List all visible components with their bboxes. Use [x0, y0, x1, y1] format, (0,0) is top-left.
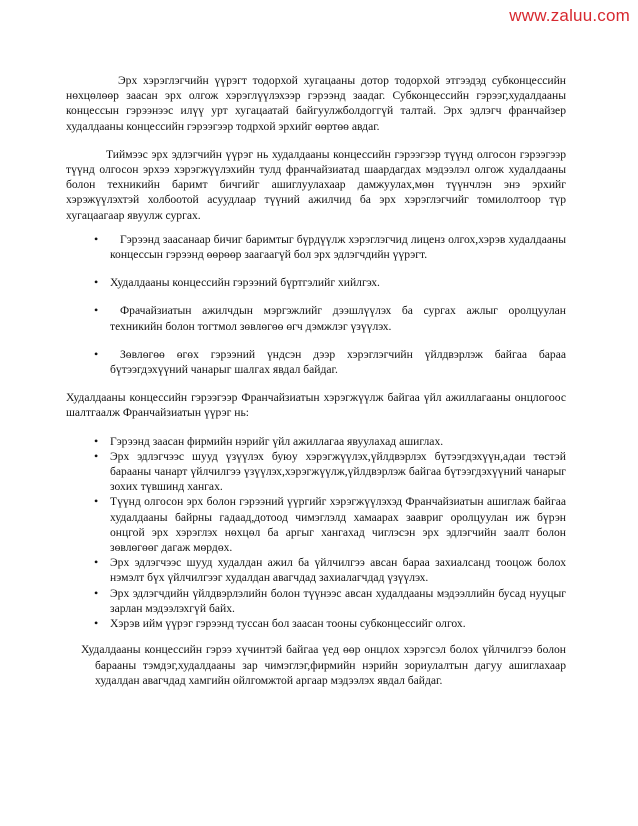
paragraph-2: Тиймээс эрх эдлэгчийн үүрэг нь худалдааны концессийн гэрээгээр түүнд олгосон гэрээгээр түүнд олгосон эрхээ хэрэгжүүлэхийн тулд франчайзиатад шаардагдах мэдээлэл олгож худалдааны болон техникийн баримт бичгийг ашиглуулахаар дамжуулах,мөн түүнчлэн энэ эрхийг хэрэжүүлэхтэй холбоотой асуудлаар түүний ажилчид ба эрх хэрэглэгчийг томилолтоор түр хугацаагаар явуулж сургах.: [66, 147, 566, 222]
list-item: • Эрх эдлэгчээс шууд худалдан ажил ба үйлчилгээ авсан бараа захиалсанд тооцож болох нэмэлт бүх үйлчилгээг худалдан авагчдад захиалагчдад үзүүлэх.: [66, 555, 566, 585]
paragraph-4: Худалдааны концессийн гэрээ хүчинтэй байгаа үед өөр онцлох хэрэгсэл болох үйлчилгээ болон барааны тэмдэг,худалдааны зар чимэглэг,фирмийн нэрийн зориулалтын дагуу ашиглахаар худалдан авагчдад хамгийн ойлгомжтой аргаар мэдээлэх явдал байдаг.: [81, 643, 566, 687]
list-item: [66, 303, 566, 333]
list-item: • Түүнд олгосон эрх болон гэрээний үүргийг хэрэгжүүлэхэд Франчайзиатын ашиглаж байгаа худалдааны байрны гадаад,дотоод чимэглэлд хамаарах заавриг оролцуулан иж бүрэн онцгой эрх хэрэглэх нөхцөл ба аргыг хангахад чиглэсэн эрх эдлэгчийн заалт болон зөвлөгөөг дагаж мөрдөх.: [66, 494, 566, 555]
list-item-text: • Зөвлөгөө өгөх гэрээний үндсэн дээр хэрэглэгчийн үйлдвэрлэж байгаа бараа бүтээгдэхүүний чанарыг шалгах явдал байдаг.: [110, 347, 566, 377]
watermark-link[interactable]: www.zaluu.com: [509, 6, 630, 25]
bullet-list-2: [66, 434, 566, 632]
list-item: [66, 232, 566, 262]
paragraph-3: Худалдааны концессийн гэрээгээр Франчайзиатын хэрэгжүүлж байгаа үйл ажиллагааны онцлогоос шалтгаалж Франчайзиатын үүрэг нь:: [66, 391, 566, 420]
list-item: • Хэрэв ийм үүрэг гэрээнд туссан бол заасан тооны субконцессийг олгох.: [66, 616, 566, 631]
list-item: • Эрх эдлэгчдийн үйлдвэрлэлийн болон түүнээс авсан худалдааны мэдээллийн бусад нууцыг зарлан мэдээлэхгүй байх.: [66, 586, 566, 616]
paragraph-1: Эрх хэрэглэгчийн үүрэгт тодорхой хугацааны дотор тодорхой этгээдэд субконцессийн нөхцөлөөр заасан эрх олгож хэрэглүүлэхээр гэрээнд заадаг. Субконцессийн гэрээг,худалдааны концессын гэрээнээс илүү урт хугацаатай байгуулжболдоггүй талтай. Эрх эдлэгч франчайзер худалдааны концессийн гэрээгээр тодрхой эрхийг өөртөө авдаг.: [66, 74, 566, 133]
document-body: [66, 73, 566, 688]
list-item: [66, 275, 566, 290]
list-item-text: • Худалдааны концессийн гэрээний бүртгэлийг хийлгэх.: [110, 276, 380, 290]
list-item-text: • Гэрээнд заасанаар бичиг баримтыг бүрдүүлж хэрэглэгчид лиценз олгох,хэрэв худалдааны концессын гэрээнд өөрөөр заагаагүй бол эрх эдлэгчдийн үүрэгт.: [110, 232, 566, 262]
list-item: [66, 347, 566, 377]
list-item-text: • Фрачайзиатын ажилчдын мэргэжлийг дээшлүүлэх ба сургах ажлыг оролцуулан техникийн болон тогтмол зөвлөгөө өгч дэмжлэг үзүүлэх.: [110, 304, 566, 333]
bullet-list-1: [66, 232, 566, 377]
list-item: • Гэрээнд заасан фирмийн нэрийг үйл ажиллагаа явуулахад ашиглах.: [66, 434, 566, 449]
list-item: • Эрх эдлэгчээс шууд үзүүлэх буюу хэрэгжүүлэх,үйлдвэрлэх бүтээгдэхүүн,адаи төстэй барааны чанарт үйлчилгээ үзүүлэх,хэрэгжүүлж,үйлдвэрлэж байгаа бүтээгдэхүүний чанарыг зохих түвшинд хангах.: [66, 449, 566, 495]
